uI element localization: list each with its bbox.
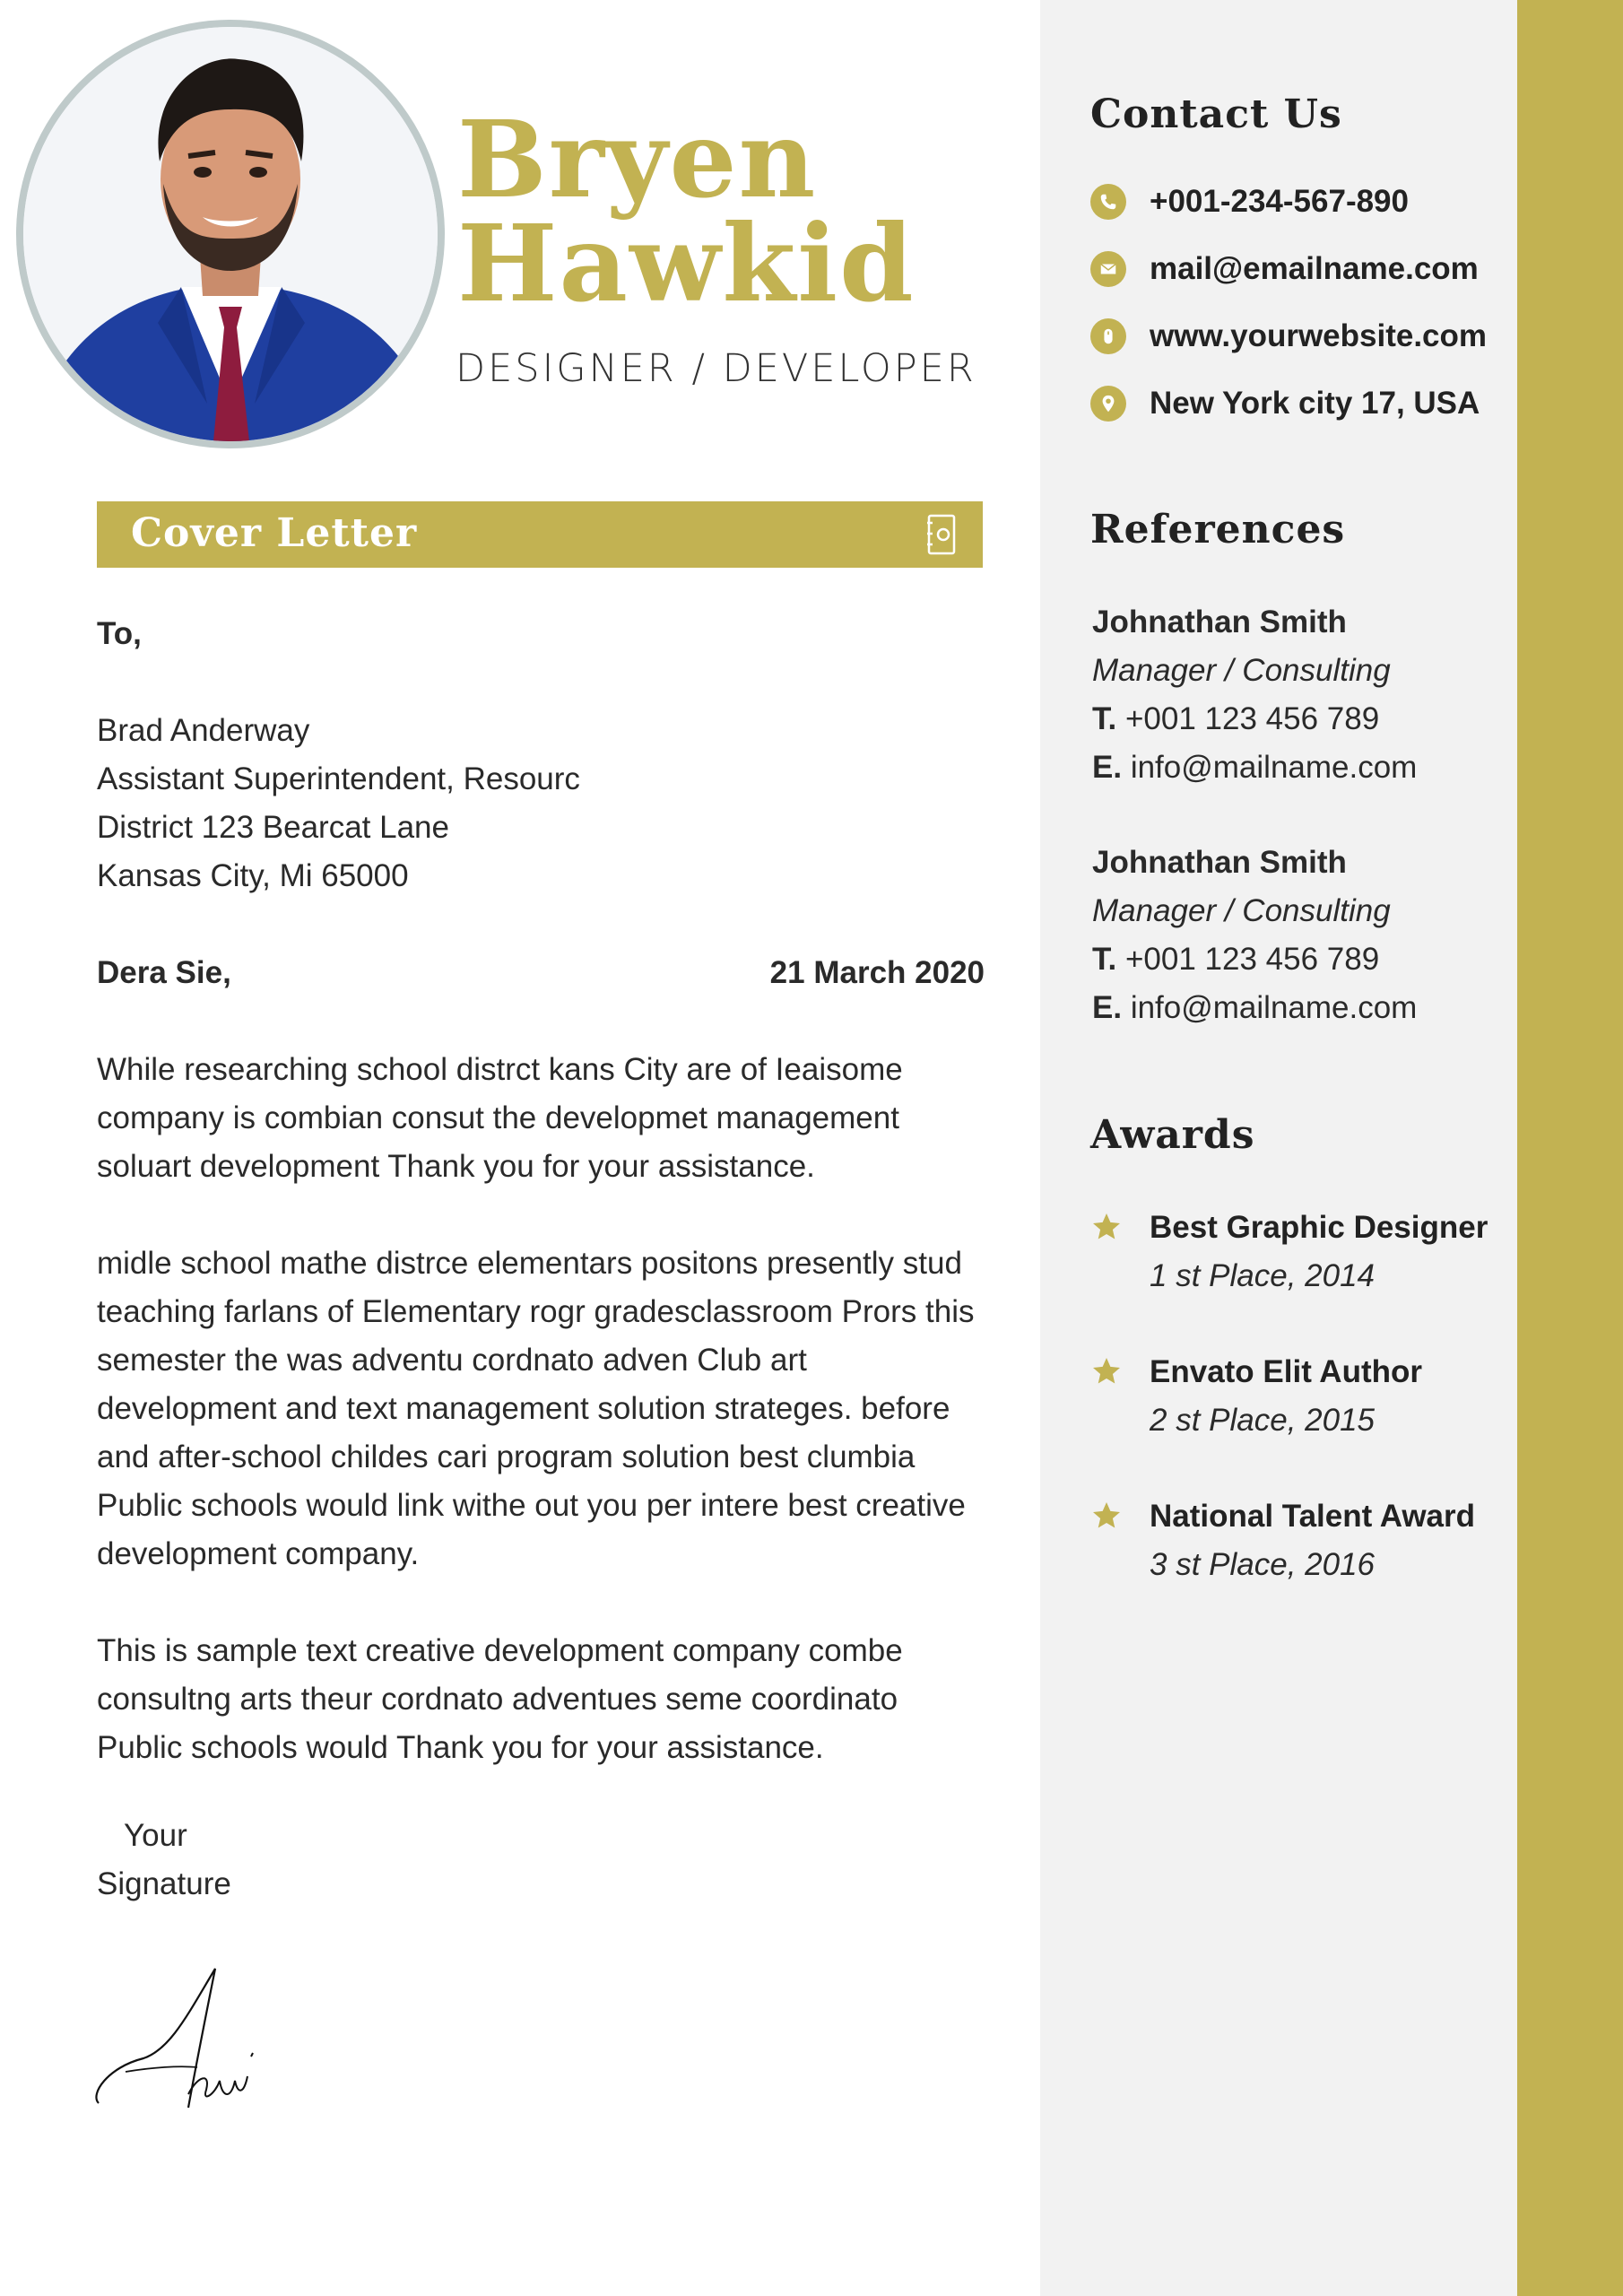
reference-email-line — [1092, 984, 1417, 1032]
award-title: National Talent Award — [1150, 1499, 1476, 1534]
references-heading: References — [1090, 507, 1346, 552]
letter-paragraph: This is sample text creative development company combe consultng arts theur cordnato adventues seme coordinato Public schools would Thank you for your assistance. — [97, 1633, 903, 1765]
letter-paragraph: While researching school distrct kans City are of Ieaisome company is combian consut the developmet management soluart development Thank you for your assistance. — [97, 1052, 903, 1184]
last-name: Hawkid — [457, 201, 916, 326]
cover-letter-header — [97, 501, 983, 568]
contact-heading: Contact Us — [1090, 91, 1342, 137]
contact-phone-text[interactable]: +001-234-567-890 — [1150, 184, 1409, 219]
location-pin-icon — [1090, 386, 1126, 422]
handwritten-signature — [90, 1960, 269, 2121]
signature-label-line1: Your — [124, 1818, 187, 1853]
award-title: Envato Elit Author — [1150, 1354, 1422, 1389]
reference-role: Manager / Consulting — [1092, 653, 1391, 688]
award-place: 2 st Place, 2015 — [1150, 1403, 1375, 1438]
recipient-line: Kansas City, Mi 65000 — [97, 858, 409, 893]
accent-stripe — [1517, 0, 1623, 2296]
contact-website — [1090, 314, 1487, 359]
phone-label: T. — [1092, 942, 1117, 977]
awards-heading: Awards — [1090, 1112, 1255, 1158]
letter-body — [97, 610, 985, 1772]
letter-date: 21 March 2020 — [769, 955, 985, 990]
greeting-row — [97, 949, 985, 997]
reference-phone[interactable]: +001 123 456 789 — [1124, 701, 1380, 736]
award-place: 1 st Place, 2014 — [1150, 1258, 1375, 1293]
phone-icon — [1090, 184, 1126, 220]
reference-name: Johnathan Smith — [1092, 604, 1347, 639]
recipient-address — [97, 707, 985, 900]
reference-email-line — [1092, 744, 1417, 792]
reference-entry — [1092, 598, 1417, 792]
mouse-icon — [1090, 318, 1126, 354]
star-icon — [1090, 1211, 1123, 1243]
reference-phone[interactable]: +001 123 456 789 — [1124, 942, 1380, 977]
star-icon — [1090, 1500, 1123, 1532]
signature-label — [97, 1812, 231, 1909]
contact-email — [1090, 247, 1479, 291]
reference-phone-line — [1092, 695, 1417, 744]
recipient-line: Assistant Superintendent, Resourc — [97, 761, 580, 796]
job-title: DESIGNER / DEVELOPER — [456, 346, 976, 391]
reference-email[interactable]: info@mailname.com — [1130, 990, 1418, 1025]
greeting: Dera Sie, — [97, 955, 231, 990]
mail-icon — [1090, 251, 1126, 287]
star-icon — [1090, 1355, 1123, 1387]
profile-photo — [16, 20, 445, 448]
contact-address — [1090, 381, 1480, 426]
recipient-line: District 123 Bearcat Lane — [97, 810, 449, 845]
email-label: E. — [1092, 750, 1123, 785]
person-name — [457, 97, 916, 326]
contact-email-text[interactable]: mail@emailname.com — [1150, 251, 1479, 286]
award-title: Best Graphic Designer — [1150, 1210, 1488, 1245]
letter-paragraph: midle school mathe distrce elementars positons presently stud teaching farlans of Elementary rogr gradesclassroom Prors this semester the was adventu cordnato adven Club art development and text management solution strateges. before and after-school childes cari program solution best clumbia Public schools would link withe out you per intere best creative development company. — [97, 1246, 975, 1571]
recipient-line: Brad Anderway — [97, 713, 310, 748]
cover-letter-title: Cover Letter — [131, 510, 418, 556]
reference-email[interactable]: info@mailname.com — [1130, 750, 1418, 785]
email-label: E. — [1092, 990, 1123, 1025]
award-place: 3 st Place, 2016 — [1150, 1547, 1375, 1582]
reference-name: Johnathan Smith — [1092, 845, 1347, 880]
reference-phone-line — [1092, 935, 1417, 984]
contact-address-text: New York city 17, USA — [1150, 386, 1480, 421]
phone-label: T. — [1092, 701, 1117, 736]
reference-entry — [1092, 839, 1417, 1032]
contact-website-text[interactable]: www.yourwebsite.com — [1150, 318, 1488, 353]
to-label: To, — [97, 616, 142, 651]
reference-role: Manager / Consulting — [1092, 893, 1391, 928]
signature-label-line2: Signature — [97, 1866, 231, 1901]
contact-phone — [1090, 179, 1409, 224]
first-name: Bryen — [457, 97, 818, 222]
contact-book-icon — [925, 514, 958, 555]
